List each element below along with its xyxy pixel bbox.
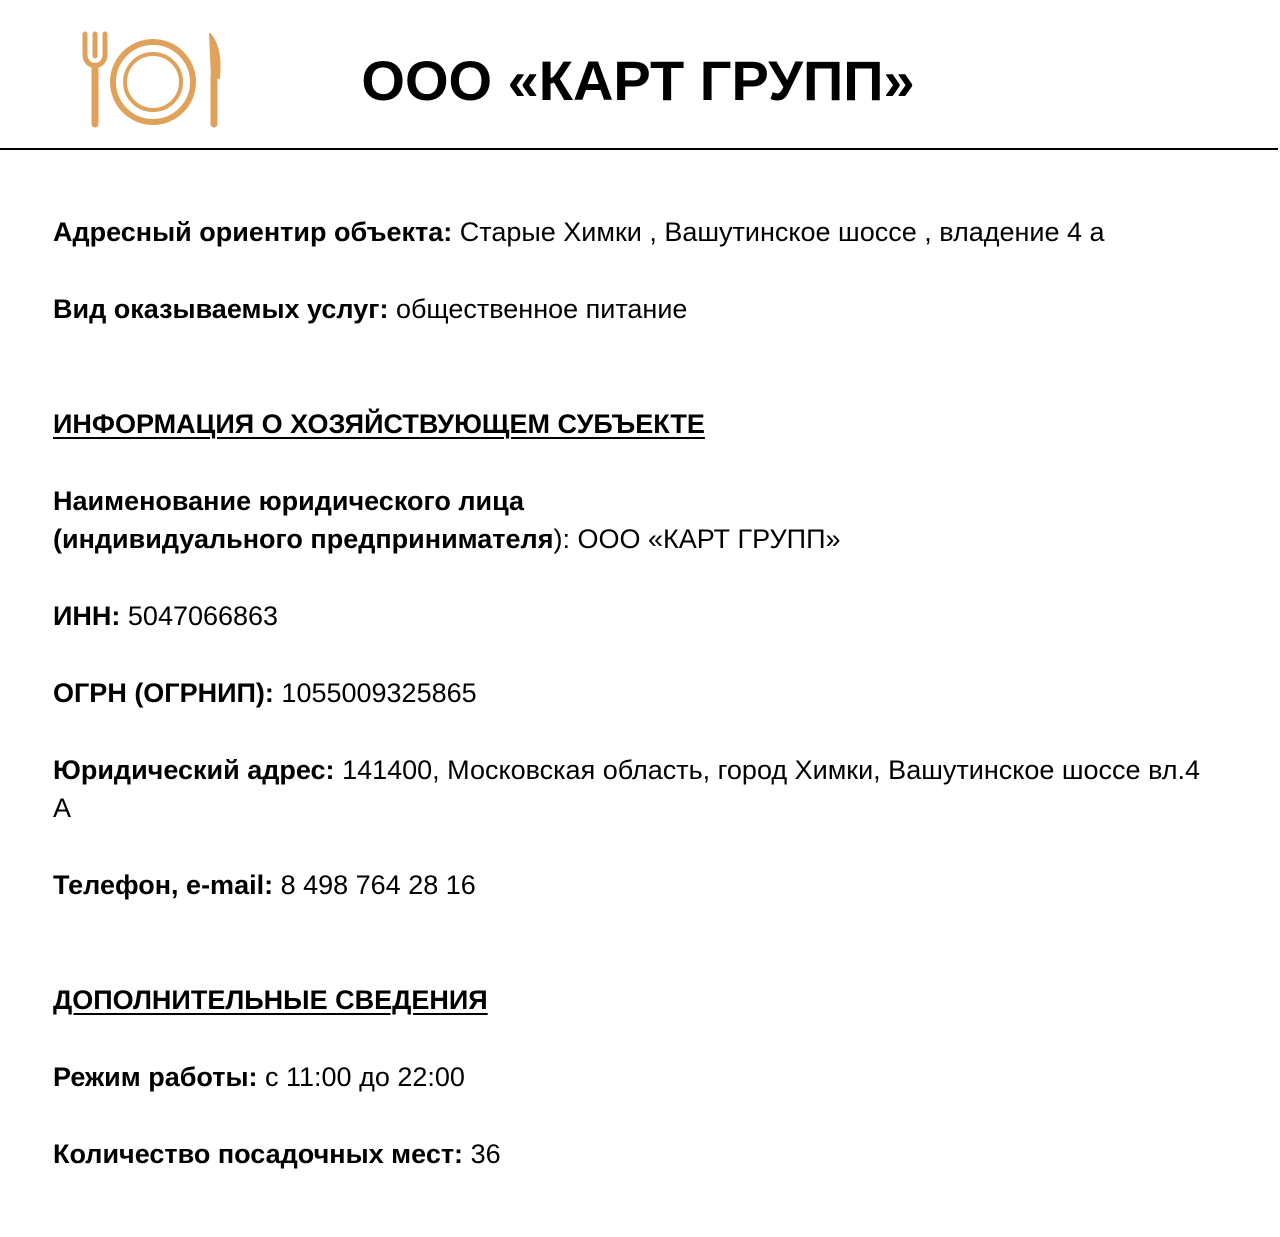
entity-name-row [53, 482, 1243, 558]
working-hours-row [53, 1058, 1243, 1096]
contact-label: Телефон, e-mail: [53, 870, 274, 900]
ogrn-label: ОГРН (ОГРНИП): [53, 678, 274, 708]
seats-label: Количество посадочных мест: [53, 1139, 464, 1169]
entity-name-label-line2: (индивидуального предпринимателя [53, 524, 554, 554]
entity-section-heading: ИНФОРМАЦИЯ О ХОЗЯЙСТВУЮЩЕМ СУБЪЕКТЕ [53, 409, 705, 439]
working-hours-value: с 11:00 до 22:00 [257, 1062, 465, 1092]
ogrn-row [53, 674, 1243, 712]
contact-row [53, 866, 1243, 904]
legal-address-label: Юридический адрес: [53, 755, 335, 785]
document-header [0, 0, 1280, 150]
seats-value: 36 [463, 1139, 501, 1169]
company-title: ООО «КАРТ ГРУПП» [361, 49, 915, 112]
inn-label: ИНН: [53, 601, 121, 631]
ogrn-value: 1055009325865 [273, 678, 477, 708]
seats-row [53, 1135, 1243, 1173]
inn-value: 5047066863 [120, 601, 279, 631]
legal-address-row [53, 751, 1223, 827]
inn-row [53, 597, 1243, 635]
additional-section-heading: ДОПОЛНИТЕЛЬНЫЕ СВЕДЕНИЯ [53, 985, 488, 1015]
object-address-value: Старые Химки , Вашутинское шоссе , владение 4 а [452, 217, 1105, 247]
object-address-label: Адресный ориентир объекта: [53, 217, 453, 247]
service-type-label: Вид оказываемых услуг: [53, 294, 389, 324]
legal-address-value: 141400, Московская область, город Химки, Вашутинское шоссе вл.4 А [53, 755, 1201, 823]
service-type-row [53, 290, 1243, 328]
entity-name-label-line1: Наименование юридического лица [53, 486, 525, 516]
contact-value: 8 498 764 28 16 [273, 870, 476, 900]
working-hours-label: Режим работы: [53, 1062, 258, 1092]
object-address-row [53, 213, 1243, 251]
service-type-value: общественное питание [388, 294, 688, 324]
plate-fork-knife-icon [78, 28, 228, 132]
header-divider [0, 148, 1278, 150]
entity-name-value: ): ООО «КАРТ ГРУПП» [553, 524, 841, 554]
